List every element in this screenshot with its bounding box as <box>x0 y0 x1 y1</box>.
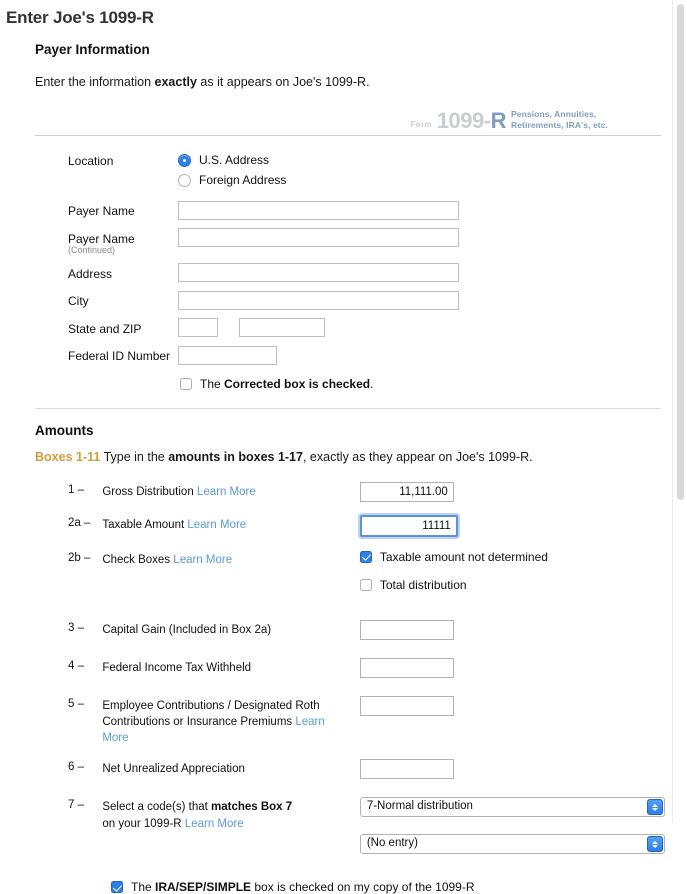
payer-name-continued-input[interactable] <box>178 228 459 247</box>
payer-information-heading: Payer Information <box>35 42 150 57</box>
row-4-control <box>360 658 683 678</box>
amounts-note <box>35 450 661 464</box>
taxable-amount-not-determined-checkbox[interactable] <box>360 551 372 563</box>
amount-row-3 <box>68 620 683 640</box>
masthead-description <box>511 109 608 132</box>
radio-us-address-icon[interactable] <box>178 154 191 167</box>
row-5-label <box>102 696 360 747</box>
corrected-post: . <box>370 376 374 391</box>
ira-sep-simple-checkbox[interactable] <box>111 881 123 893</box>
radio-option-us-address[interactable] <box>178 150 459 170</box>
form-1099r-masthead <box>35 105 661 132</box>
amount-row-2b <box>68 550 683 592</box>
amount-row-6 <box>68 759 683 779</box>
city-cell <box>178 290 459 310</box>
radio-option-foreign-address[interactable] <box>178 170 459 190</box>
gross-distribution-input[interactable] <box>360 482 454 502</box>
radio-foreign-address-icon[interactable] <box>178 174 191 187</box>
ira-bold: IRA/SEP/SIMPLE <box>155 880 252 894</box>
row-5-label-text: Employee Contributions / Designated Roth Contributions or Insurance Premiums <box>102 699 320 728</box>
vertical-scrollbar[interactable] <box>672 0 687 823</box>
location-options <box>178 150 459 190</box>
ira-pre: The <box>131 880 156 894</box>
row-3-label: Capital Gain (Included in Box 2a) <box>102 623 272 636</box>
amounts-divider <box>35 408 661 409</box>
box7-code-select-1-value: 7-Normal distribution <box>366 800 473 813</box>
ira-sep-simple-row[interactable] <box>111 880 661 894</box>
radio-foreign-address-label: Foreign Address <box>199 173 287 187</box>
payer-name-continued-cell <box>178 228 459 255</box>
amount-row-4 <box>68 658 683 678</box>
amount-row-5 <box>68 696 683 747</box>
federal-id-number-label: Federal ID Number <box>68 349 171 363</box>
amounts-note-post: , exactly as they appear on Joe's 1099-R. <box>302 449 533 464</box>
row-2b-control <box>360 550 683 592</box>
row-3-control <box>360 620 683 640</box>
row-5-learn-more-link[interactable]: Learn More <box>102 715 325 745</box>
intro-pre: Enter the information <box>35 75 155 89</box>
masthead-desc-line-2: Retirements, IRA's, etc. <box>510 120 608 131</box>
amount-row-2a <box>68 515 683 537</box>
payer-name-cell <box>178 200 459 220</box>
row-4-label: Federal Income Tax Withheld <box>102 661 252 674</box>
total-distribution-row[interactable] <box>360 578 683 592</box>
amounts-table <box>68 482 683 855</box>
box7-code-select-1-stepper-icon[interactable] <box>647 799 663 815</box>
row-7-label <box>102 797 360 854</box>
city-input[interactable] <box>178 291 459 310</box>
boxes-range-tag: Boxes 1-11 <box>35 449 101 464</box>
state-and-zip-label: State and ZIP <box>68 321 142 336</box>
federal-income-tax-withheld-input[interactable] <box>360 658 454 678</box>
federal-id-number-input[interactable] <box>178 346 277 365</box>
row-2a-number: 2a – <box>68 516 91 529</box>
location-label: Location <box>68 154 114 168</box>
net-unrealized-appreciation-input[interactable] <box>360 759 454 779</box>
payer-name-label: Payer Name <box>68 204 135 218</box>
state-input[interactable] <box>178 318 218 337</box>
address-input[interactable] <box>178 263 459 282</box>
radio-us-address-label: U.S. Address <box>199 153 270 167</box>
row-3-number: 3 – <box>68 621 84 634</box>
row-1-learn-more-link[interactable]: Learn More <box>196 485 256 498</box>
row-1-control <box>360 482 683 502</box>
employee-contributions-input[interactable] <box>360 696 454 716</box>
payer-information-section <box>35 42 661 894</box>
box7-code-select-2-stepper-icon[interactable] <box>647 836 663 852</box>
row-6-control <box>360 759 683 779</box>
row-2a-control <box>360 515 683 537</box>
corrected-pre: The <box>200 376 225 391</box>
taxable-amount-input[interactable] <box>360 515 458 537</box>
corrected-box-row[interactable] <box>180 377 661 391</box>
payer-name-input[interactable] <box>178 201 459 220</box>
row-1-label-text: Gross Distribution <box>102 485 194 498</box>
box7-code-select-2[interactable] <box>360 834 665 854</box>
corrected-box-checkbox[interactable] <box>180 378 192 390</box>
masthead-desc-line-1: Pensions, Annuities, <box>510 109 597 120</box>
amounts-note-pre: Type in the <box>100 449 169 464</box>
total-distribution-checkbox[interactable] <box>360 579 372 591</box>
masthead-divider <box>35 135 661 136</box>
payer-intro-text <box>35 75 661 89</box>
intro-post: as it appears on Joe's 1099-R. <box>196 75 370 89</box>
amount-row-1 <box>68 482 683 502</box>
row-2a-learn-more-link[interactable]: Learn More <box>187 518 247 531</box>
row-4-number: 4 – <box>68 659 84 672</box>
scrollbar-thumb[interactable] <box>677 4 684 500</box>
row-5-number: 5 – <box>68 697 84 710</box>
state-and-zip-cell <box>178 318 459 338</box>
ira-sep-simple-label <box>131 880 475 894</box>
address-cell <box>178 263 459 283</box>
box7-code-select-2-value: (No entry) <box>366 837 418 850</box>
row-2a-label <box>102 515 360 537</box>
box7-code-select-1[interactable] <box>360 797 665 817</box>
row-1-label <box>102 482 360 502</box>
row-7-number: 7 – <box>68 799 84 812</box>
row-7-learn-more-link[interactable]: Learn More <box>184 817 244 830</box>
row-1-number: 1 – <box>68 483 84 496</box>
row-2b-learn-more-link[interactable]: Learn More <box>173 553 233 566</box>
row-2a-label-text: Taxable Amount <box>102 518 185 531</box>
ira-post: box is checked on my copy of the 1099-R <box>251 880 475 894</box>
zip-input[interactable] <box>239 318 325 337</box>
corrected-bold: Corrected box is checked <box>224 376 371 391</box>
row-6-label: Net Unrealized Appreciation <box>102 763 245 776</box>
masthead-letter-r: R <box>490 108 506 133</box>
taxable-amount-not-determined-label: Taxable amount not determined <box>379 549 548 564</box>
row-7-label-bold: matches Box 7 <box>211 801 293 814</box>
amounts-note-bold: amounts in boxes 1-17 <box>168 449 303 464</box>
payer-name-continued-label-main: Payer Name <box>68 231 135 246</box>
row-2b-number: 2b – <box>68 551 91 564</box>
masthead-number-text: 1099- <box>436 108 491 133</box>
row-2b-label <box>102 550 360 592</box>
row-2b-label-text: Check Boxes <box>102 553 171 566</box>
row-6-number: 6 – <box>68 761 84 774</box>
row-7-label-pre: Select a code(s) that <box>102 801 211 814</box>
city-label: City <box>68 294 89 308</box>
masthead-form-word: Form <box>410 120 432 129</box>
taxable-amount-not-determined-row[interactable] <box>360 550 683 564</box>
row-5-control <box>360 696 683 747</box>
intro-bold: exactly <box>154 75 197 89</box>
row-7-control <box>360 797 683 854</box>
capital-gain-input[interactable] <box>360 620 454 640</box>
amounts-heading: Amounts <box>35 422 94 438</box>
corrected-box-label <box>200 377 373 391</box>
page-title: Enter Joe's 1099-R <box>6 8 154 27</box>
payer-name-continued-label-sub: (Continued) <box>68 244 116 255</box>
amount-row-7 <box>68 797 683 854</box>
payer-fields-table <box>68 150 459 365</box>
federal-id-number-cell <box>178 345 459 365</box>
taxable-amount-focus-ring <box>358 513 460 539</box>
row-7-label-post: on your 1099-R <box>102 817 185 830</box>
address-label: Address <box>68 266 113 281</box>
payer-name-continued-label <box>68 228 178 255</box>
masthead-form-number <box>437 110 506 132</box>
total-distribution-label: Total distribution <box>379 577 467 592</box>
